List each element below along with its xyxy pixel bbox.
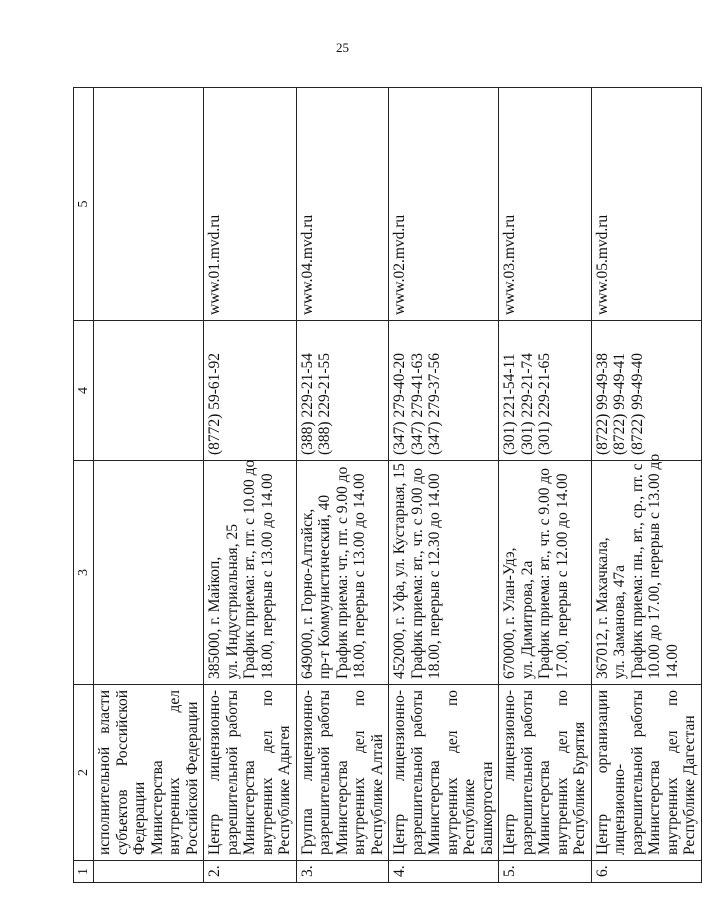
address-line: 367012, г. Махачкала, [593,537,611,679]
phone-numbers [389,321,499,461]
row-number [94,861,204,883]
website-link[interactable]: www.04.mvd.ru [296,88,389,321]
organization-name: исполнительной власти субъектов Российской Федерации Министерства внутренних дел Российской Федерации [94,685,204,861]
address-schedule [204,461,297,685]
address-line: График приема: вт., пт. с 10.00 до [241,459,258,679]
website-link[interactable]: www.02.mvd.ru [389,88,499,321]
address-line: 18.00, перерыв с 12.30 до 14.00 [426,473,443,679]
phone-number: (8722) 99-49-40 [628,352,646,455]
address-schedule [296,461,389,685]
phone-number: (388) 229-21-55 [316,352,333,455]
website-link[interactable]: www.03.mvd.ru [499,88,592,321]
phone-number: (8772) 59-61-92 [206,352,223,455]
table-row [296,88,389,883]
page-number: 25 [336,40,349,55]
address-line: График приема: вт., чт. с 9.00 до [536,467,553,679]
row-number: 4. [389,861,499,883]
phone-numbers [591,321,701,461]
phone-numbers [204,321,297,461]
table-wrapper [73,88,698,883]
address-line: 452000, г. Уфа, ул. Кустарная, 15 [391,463,408,679]
organization-name: Центр лицензионно-разрешительной работы Министерства внутренних дел по Республике Адыгея [204,685,297,861]
row-number: 6. [591,861,701,883]
address-schedule [389,461,499,685]
header-cell: 5 [74,88,94,321]
phone-number: (301) 229-21-65 [536,352,553,455]
address-line: График приема: пн., вт., ср., пт. с [628,463,646,679]
row-number: 3. [296,861,389,883]
phone-numbers [499,321,592,461]
header-cell: 3 [74,461,94,685]
address-line: 14.00 [663,644,681,679]
address-schedule [499,461,592,685]
phone-number: (388) 229-21-54 [298,352,316,455]
address-line: 385000, г. Майкоп, [206,556,223,679]
organization-name: Центр лицензионно-разрешительной работы Министерства внутренних дел по Республике Башкортостан [389,685,499,861]
table-row [591,88,701,883]
phone-number: (347) 279-37-56 [426,352,443,455]
website-link[interactable]: www.01.mvd.ru [204,88,297,321]
phone-number: (301) 221-54-11 [501,353,518,455]
table-row [389,88,499,883]
table-row [204,88,297,883]
address-line: 10.00 до 17.00, перерыв с 13.00 до [646,453,663,679]
phone-number: (8722) 99-49-38 [593,352,611,455]
header-cell: 2 [74,685,94,861]
row-number: 2. [204,861,297,883]
header-row [74,88,94,883]
address-line: 17.00, перерыв с 12.00 до 14.00 [553,473,571,679]
address-line: пр-т Коммунистический, 40 [316,494,333,679]
address-line: 649000, г. Горно-Алтайск, [298,508,316,679]
address-schedule [591,453,701,685]
header-cell: 1 [74,861,94,883]
phone-number: (301) 229-21-74 [518,352,536,455]
phone-numbers [296,321,389,461]
table-row [499,88,592,883]
licensing-centers-table [73,87,702,883]
phone-number: (8722) 99-49-41 [611,352,628,455]
phone-number: (347) 279-40-20 [391,352,408,455]
address-line: 18.00, перерыв с 13.00 до 14.00 [258,473,276,679]
address-line: 18.00, перерыв с 13.00 до 14.00 [351,473,368,679]
row-number: 5. [499,861,592,883]
phone-numbers [94,321,204,461]
website-link [94,88,204,321]
address-schedule [94,461,204,685]
address-line: 670000, г. Улан-Удэ, [501,547,518,679]
address-line: График приема: вт., чт. с 9.00 до [408,467,426,679]
address-line: График приема: чт., пт. с 9.00 до [333,466,351,679]
address-line: ул. Заманова, 47а [611,565,628,679]
address-line: ул. Димитрова, 2а [518,560,536,679]
organization-name: Центр организации лицензионно-разрешительной работы Министерства внутренних дел по Республике Дагестан [591,685,701,861]
organization-name: Группа лицензионно-разрешительной работы Министерства внутренних дел по Республике Алтай [296,685,389,861]
website-link[interactable]: www.05.mvd.ru [591,88,701,321]
organization-name: Центр лицензионно-разрешительной работы Министерства внутренних дел по Республике Бурятия [499,685,592,861]
table-row [94,88,204,883]
phone-number: (347) 279-41-63 [408,352,426,455]
address-line: ул. Индустриальная, 25 [223,524,241,679]
header-cell: 4 [74,321,94,461]
